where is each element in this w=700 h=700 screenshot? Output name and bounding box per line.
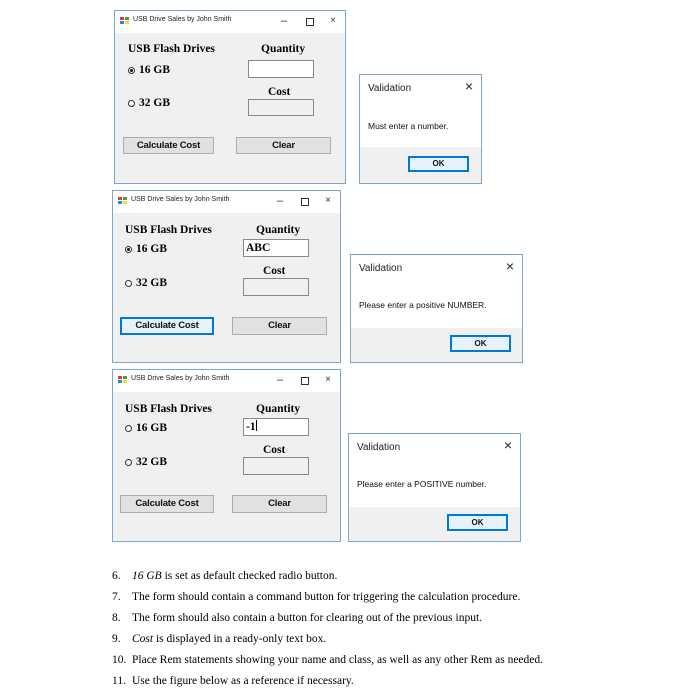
dialog-footer	[349, 507, 520, 541]
item-text: The form should contain a command button for triggering the calculation procedure.	[132, 591, 521, 603]
quantity-input-value: -1	[246, 421, 256, 433]
dialog-footer	[360, 147, 481, 183]
quantity-label: Quantity	[256, 224, 301, 236]
cost-output	[243, 457, 309, 475]
list-item	[112, 633, 326, 645]
dialog-close-icon[interactable]: ×	[503, 437, 512, 453]
radio-32gb-label: 32 GB	[136, 277, 167, 289]
dialog-message: Please enter a positive NUMBER.	[359, 300, 487, 310]
calculate-cost-button[interactable]: Calculate Cost	[120, 317, 214, 335]
dialog-message: Please enter a POSITIVE number.	[357, 479, 487, 489]
list-item	[112, 570, 337, 582]
minimize-button[interactable]: –	[276, 195, 284, 207]
radio-16gb-label: 16 GB	[139, 64, 170, 76]
radio-32gb[interactable]	[125, 456, 167, 468]
window-title: USB Drive Sales by John Smith	[131, 375, 230, 382]
clear-button[interactable]: Clear	[236, 137, 331, 154]
list-item	[112, 591, 520, 603]
cost-label: Cost	[268, 86, 291, 98]
radio-32gb-circle[interactable]	[128, 100, 135, 107]
title-bar	[113, 191, 340, 213]
item-text: Use the figure below as a reference if necessary.	[132, 675, 354, 687]
maximize-button[interactable]	[301, 377, 309, 385]
group-title: USB Flash Drives	[128, 43, 215, 55]
quantity-input[interactable]: ABC	[243, 239, 309, 257]
clear-button[interactable]: Clear	[232, 495, 327, 513]
title-bar	[113, 370, 340, 392]
app-icon	[120, 17, 129, 24]
radio-16gb[interactable]	[128, 64, 170, 76]
item-number: 8.	[112, 612, 121, 624]
cost-label: Cost	[263, 444, 286, 456]
item-text: The form should also contain a button for clearing out of the previous input.	[132, 612, 483, 624]
validation-dialog-3	[348, 433, 521, 542]
radio-32gb-circle[interactable]	[125, 280, 132, 287]
calculate-cost-button[interactable]: Calculate Cost	[120, 495, 214, 513]
item-emphasis: Cost	[132, 633, 154, 645]
text-caret	[256, 420, 257, 431]
dialog-title: Validation	[357, 442, 401, 453]
dialog-title: Validation	[359, 263, 403, 274]
radio-32gb-label: 32 GB	[136, 456, 167, 468]
group-title: USB Flash Drives	[125, 224, 212, 236]
radio-32gb-label: 32 GB	[139, 97, 170, 109]
radio-32gb[interactable]	[125, 277, 167, 289]
list-item	[112, 654, 543, 666]
ok-button[interactable]: OK	[450, 335, 511, 352]
maximize-button[interactable]	[301, 198, 309, 206]
item-emphasis: 16 GB	[132, 570, 162, 582]
group-title: USB Flash Drives	[125, 403, 212, 415]
form-window-3	[112, 369, 341, 542]
radio-16gb-circle[interactable]	[128, 67, 135, 74]
item-number: 10.	[112, 654, 127, 666]
cost-label: Cost	[263, 265, 286, 277]
item-text: Place Rem statements showing your name and class, as well as any other Rem as needed.	[132, 654, 544, 666]
radio-16gb-circle[interactable]	[125, 246, 132, 253]
list-item	[112, 675, 354, 687]
window-title: USB Drive Sales by John Smith	[131, 196, 230, 203]
cost-output	[248, 99, 314, 116]
app-icon	[118, 376, 127, 383]
validation-dialog-1	[359, 74, 482, 184]
item-number: 9.	[112, 633, 121, 645]
radio-16gb[interactable]	[125, 422, 167, 434]
radio-32gb[interactable]	[128, 97, 170, 109]
close-button[interactable]: ×	[325, 374, 331, 385]
clear-button[interactable]: Clear	[232, 317, 327, 335]
dialog-close-icon[interactable]: ×	[464, 78, 473, 94]
maximize-button[interactable]	[306, 18, 314, 26]
close-button[interactable]: ×	[325, 195, 331, 206]
item-number: 11.	[112, 675, 126, 687]
dialog-title: Validation	[368, 83, 412, 94]
quantity-input[interactable]	[243, 418, 309, 436]
dialog-footer	[351, 328, 522, 362]
dialog-close-icon[interactable]: ×	[505, 258, 514, 274]
radio-32gb-circle[interactable]	[125, 459, 132, 466]
validation-dialog-2	[350, 254, 523, 363]
item-number: 6.	[112, 570, 121, 582]
list-item	[112, 612, 482, 624]
ok-button[interactable]: OK	[447, 514, 508, 531]
cost-output	[243, 278, 309, 296]
form-window-1	[114, 10, 346, 184]
radio-16gb-label: 16 GB	[136, 243, 167, 255]
quantity-input[interactable]	[248, 60, 314, 78]
dialog-message: Must enter a number.	[368, 121, 449, 131]
radio-16gb[interactable]	[125, 243, 167, 255]
app-icon	[118, 197, 127, 204]
radio-16gb-label: 16 GB	[136, 422, 167, 434]
radio-16gb-circle[interactable]	[125, 425, 132, 432]
window-title: USB Drive Sales by John Smith	[133, 16, 232, 23]
item-text: is displayed in a ready-only text box.	[153, 633, 327, 645]
quantity-label: Quantity	[256, 403, 301, 415]
quantity-label: Quantity	[261, 43, 306, 55]
form-window-2	[112, 190, 341, 363]
ok-button[interactable]: OK	[408, 156, 469, 172]
title-bar	[115, 11, 345, 33]
minimize-button[interactable]: –	[276, 374, 284, 386]
minimize-button[interactable]: –	[280, 15, 288, 27]
item-text: is set as default checked radio button.	[161, 570, 338, 582]
item-number: 7.	[112, 591, 121, 603]
calculate-cost-button[interactable]: Calculate Cost	[123, 137, 214, 154]
close-button[interactable]: ×	[330, 15, 336, 26]
